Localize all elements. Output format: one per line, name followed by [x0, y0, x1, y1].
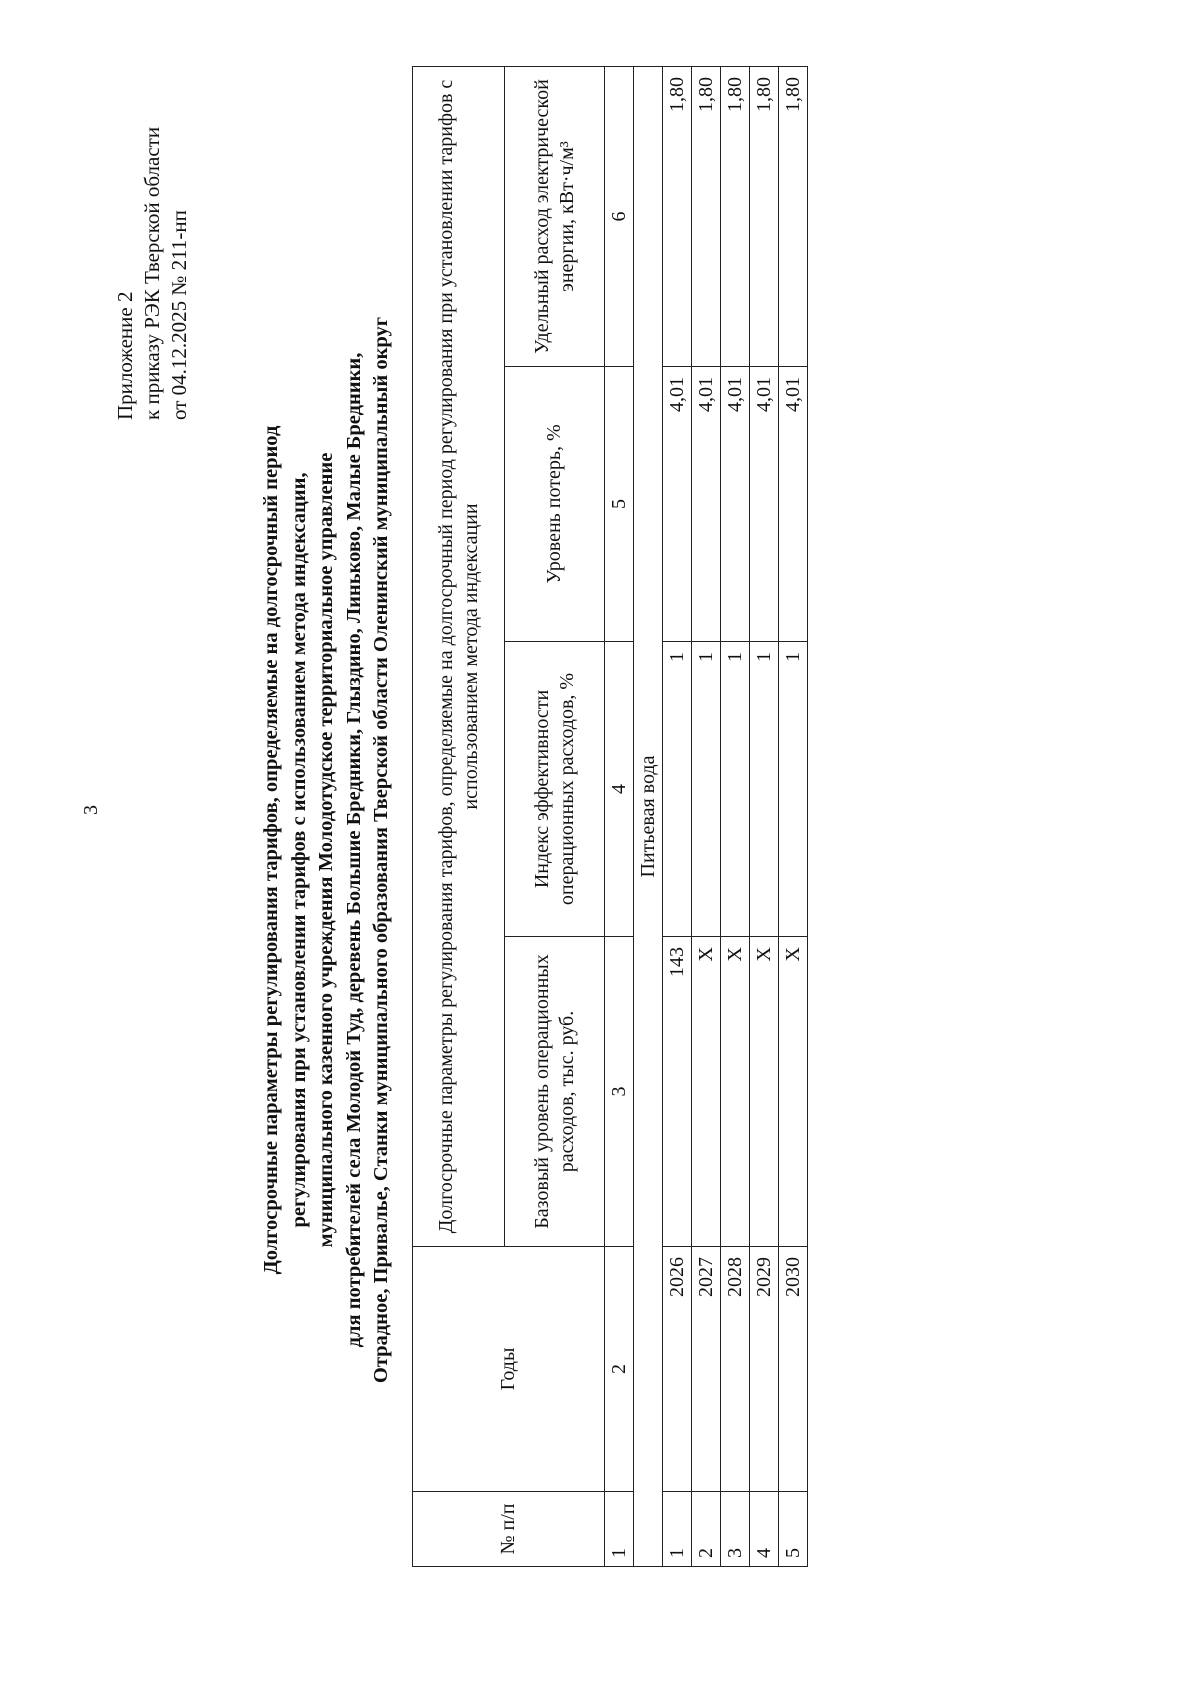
row-efficiency-index: 1: [779, 642, 808, 937]
row-loss-level: 4,01: [692, 367, 721, 642]
row-energy-consumption: 1,80: [750, 66, 779, 366]
appendix-line: от 04.12.2025 № 211-нп: [167, 210, 191, 420]
row-base-opex: 143: [663, 937, 692, 1247]
title-line: Отрадное, Привалье, Станки муниципального образования Тверской области Оленинский муниципальный округ: [370, 316, 392, 1384]
row-base-opex: X: [779, 937, 808, 1247]
row-loss-level: 4,01: [663, 367, 692, 642]
table-row: [692, 66, 721, 1566]
row-number: 4: [750, 1492, 779, 1567]
title-line: регулирования при установлении тарифов с использованием метода индексации,: [287, 472, 310, 1228]
row-year: 2027: [692, 1247, 721, 1492]
appendix-line: к приказу РЭК Тверской области: [140, 126, 164, 420]
column-number: 1: [605, 1492, 634, 1567]
header-efficiency-index: Индекс эффективности операционных расходов, %: [505, 642, 605, 937]
row-efficiency-index: 1: [721, 642, 750, 937]
table-row: [721, 66, 750, 1566]
title-line: для потребителей села Молодой Туд, деревень Большие Бредники, Глыздино, Линьково, Малые Бредники,: [342, 352, 365, 1348]
header-years: Годы: [413, 1247, 605, 1492]
tariff-parameters-table: [412, 66, 808, 1567]
document-title: [258, 130, 396, 1570]
row-efficiency-index: 1: [692, 642, 721, 937]
section-label: Питьевая вода: [634, 66, 663, 1566]
header-group: Долгосрочные параметры регулирования тарифов, определяемые на долгосрочный период регулирования при установлении тарифов с использованием метода индексации: [413, 66, 505, 1246]
appendix-header: [112, 127, 193, 420]
title-line: Долгосрочные параметры регулирования тарифов, определяемые на долгосрочный период: [260, 425, 282, 1275]
row-energy-consumption: 1,80: [721, 66, 750, 366]
header-loss-level: Уровень потерь, %: [505, 367, 605, 642]
table-row: [779, 66, 808, 1566]
column-number: 4: [605, 642, 634, 937]
table-row: [750, 66, 779, 1566]
page-number: 3: [80, 805, 102, 815]
row-energy-consumption: 1,80: [779, 66, 808, 366]
row-number: 5: [779, 1492, 808, 1567]
row-year: 2028: [721, 1247, 750, 1492]
row-year: 2029: [750, 1247, 779, 1492]
row-year: 2026: [663, 1247, 692, 1492]
row-energy-consumption: 1,80: [692, 66, 721, 366]
row-year: 2030: [779, 1247, 808, 1492]
column-number-row: [605, 66, 634, 1566]
header-energy-consumption: Удельный расход электрической энергии, кВт·ч/м³: [505, 66, 605, 366]
table-row: [663, 66, 692, 1566]
row-number: 3: [721, 1492, 750, 1567]
row-loss-level: 4,01: [721, 367, 750, 642]
column-number: 5: [605, 367, 634, 642]
row-loss-level: 4,01: [750, 367, 779, 642]
row-energy-consumption: 1,80: [663, 66, 692, 366]
row-number: 2: [692, 1492, 721, 1567]
row-base-opex: X: [721, 937, 750, 1247]
row-loss-level: 4,01: [779, 367, 808, 642]
column-number: 3: [605, 937, 634, 1247]
header-num: № п/п: [413, 1492, 605, 1567]
header-base-opex: Базовый уровень операционных расходов, тыс. руб.: [505, 937, 605, 1247]
column-number: 6: [605, 66, 634, 366]
section-row: [634, 66, 663, 1566]
appendix-line: Приложение 2: [113, 291, 137, 420]
row-efficiency-index: 1: [663, 642, 692, 937]
column-number: 2: [605, 1247, 634, 1492]
row-efficiency-index: 1: [750, 642, 779, 937]
title-line: муниципального казенного учреждения Молодотудское территориальное управление: [315, 452, 337, 1248]
header-row: [413, 66, 505, 1566]
row-base-opex: X: [750, 937, 779, 1247]
row-base-opex: X: [692, 937, 721, 1247]
row-number: 1: [663, 1492, 692, 1567]
